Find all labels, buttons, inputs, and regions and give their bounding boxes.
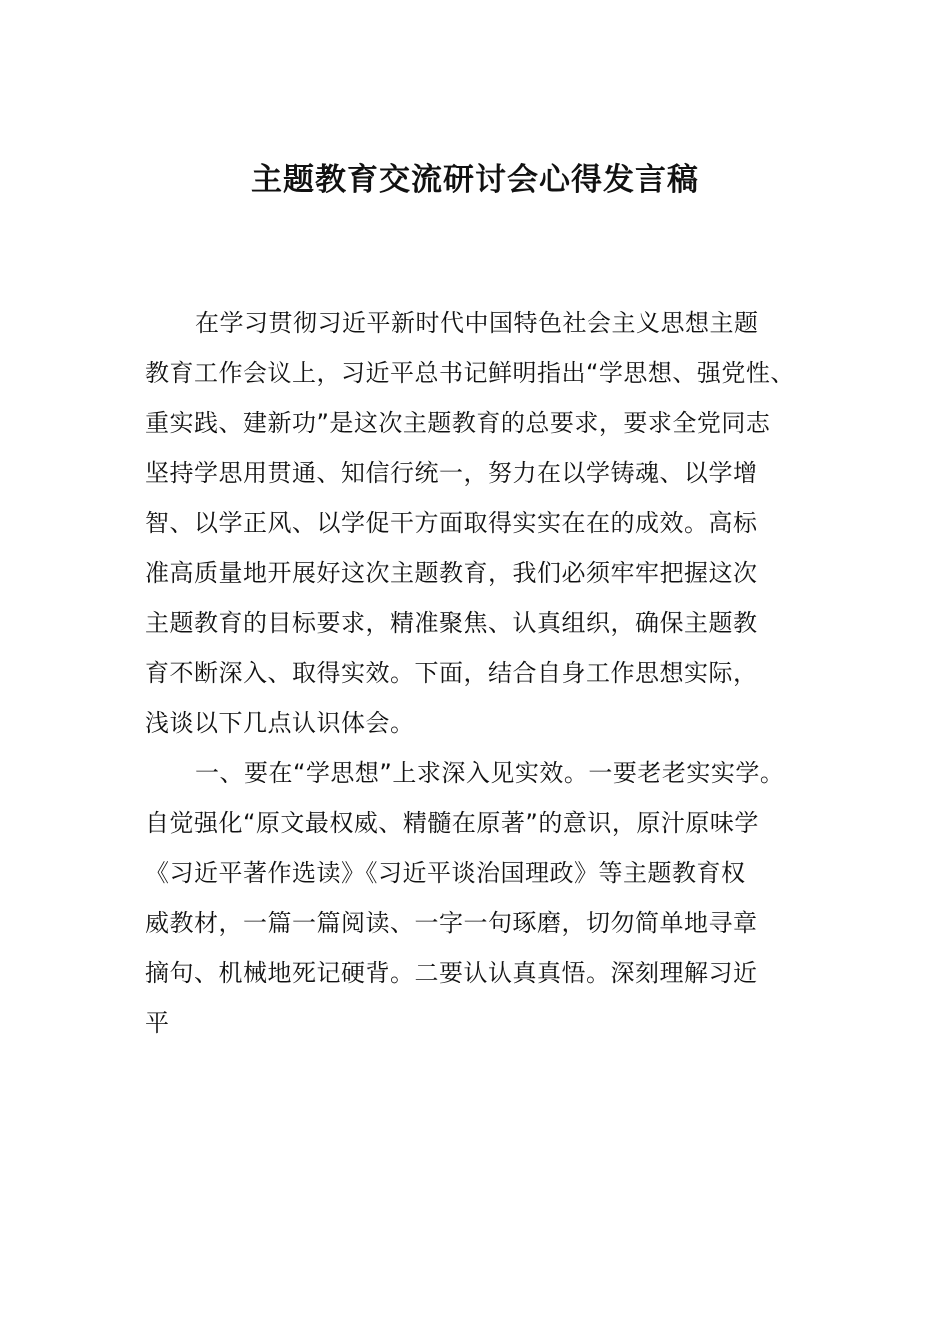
paragraph-1-line-8: 育不断深入、取得实效。下面，结合自身工作思想实际， — [145, 659, 758, 687]
paragraph-1-line-5: 智、以学正风、以学促干方面取得实实在在的成效。高标 — [145, 509, 758, 537]
paragraph-2-line-3: 《习近平著作选读》《习近平谈治国理政》等主题教育权 — [145, 859, 746, 887]
paragraph-1-line-1: 在学习贯彻习近平新时代中国特色社会主义思想主题 — [195, 309, 759, 337]
paragraph-2-line-4: 威教材，一篇一篇阅读、一字一句琢磨，切勿简单地寻章 — [145, 909, 758, 937]
paragraph-1-line-7: 主题教育的目标要求，精准聚焦、认真组织，确保主题教 — [145, 609, 758, 637]
paragraph-2-line-1: 一、要在“学思想”上求深入见实效。一要老老实实学。 — [195, 759, 785, 787]
paragraph-2-line-6: 平 — [145, 1009, 170, 1037]
paragraph-1-line-6: 准高质量地开展好这次主题教育，我们必须牢牢把握这次 — [145, 559, 758, 587]
paragraph-2-line-5: 摘句、机械地死记硬背。二要认认真真悟。深刻理解习近 — [145, 959, 758, 987]
paragraph-1-line-3: 重实践、建新功”是这次主题教育的总要求，要求全党同志 — [145, 409, 771, 437]
document-title: 主题教育交流研讨会心得发言稿 — [251, 162, 699, 198]
paragraph-1-line-2: 教育工作会议上，习近平总书记鲜明指出“学思想、强党性、 — [145, 359, 795, 387]
paragraph-1-line-4: 坚持学思用贯通、知信行统一，努力在以学铸魂、以学增 — [145, 459, 758, 487]
document-body — [145, 298, 815, 1048]
paragraph-1-line-9: 浅谈以下几点认识体会。 — [145, 709, 415, 737]
paragraph-2-line-2: 自觉强化“原文最权威、精髓在原著”的意识，原汁原味学 — [145, 809, 759, 837]
